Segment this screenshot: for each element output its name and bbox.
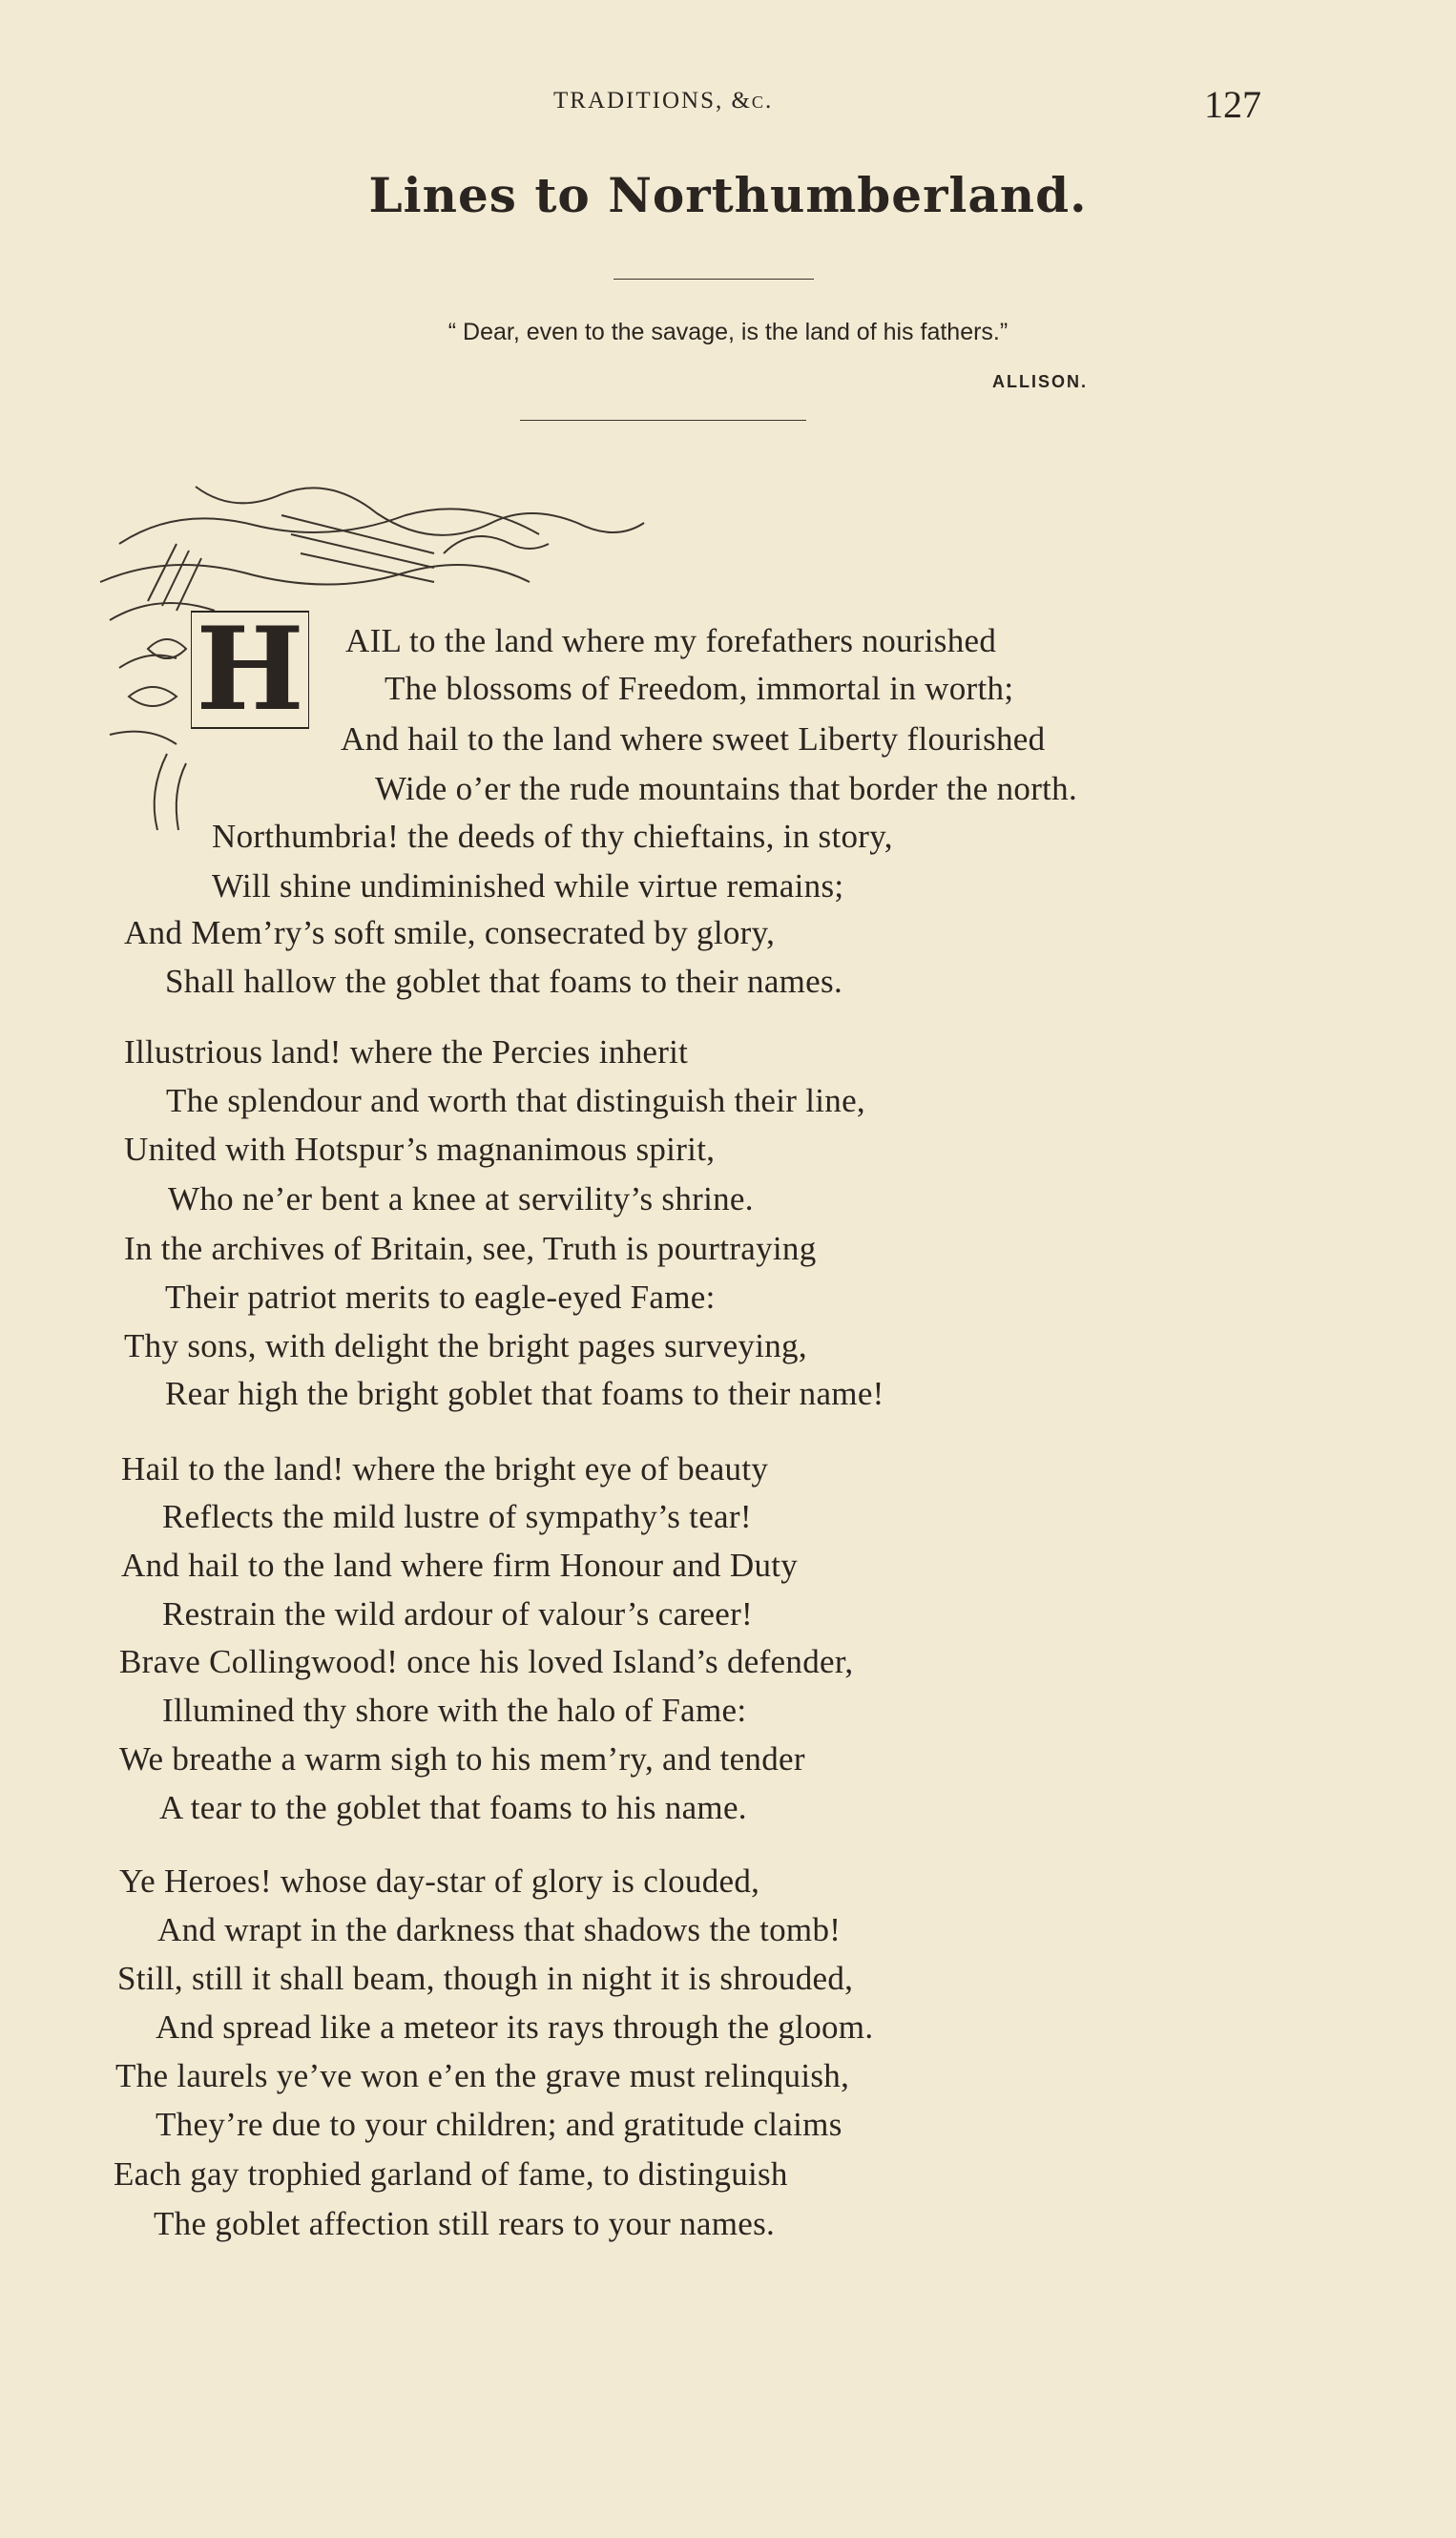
poem-line: And wrapt in the darkness that shadows the tomb! [157, 1911, 842, 1948]
running-head [0, 83, 1456, 126]
poem-line: In the archives of Britain, see, Truth is pourtraying [124, 1230, 817, 1267]
poem-line: We breathe a warm sigh to his mem’ry, and tender [119, 1740, 805, 1778]
title-rule [614, 279, 814, 280]
poem-line: A tear to the goblet that foams to his name. [159, 1789, 747, 1826]
poem-title: Lines to Northumberland. [368, 167, 1088, 223]
poem-line: The splendour and worth that distinguish their line, [166, 1082, 865, 1119]
poem-line: Will shine undiminished while virtue remains; [212, 867, 844, 905]
poem-line: AIL to the land where my forefathers nourished [345, 622, 997, 659]
poem-line: Restrain the wild ardour of valour’s career! [162, 1595, 753, 1633]
poem-line: They’re due to your children; and gratitude claims [156, 2106, 842, 2143]
epigraph: “ Dear, even to the savage, is the land of his fathers.” [447, 319, 1009, 345]
epigraph-rule [520, 420, 806, 421]
poem-line: The laurels ye’ve won e’en the grave must relinquish, [115, 2057, 850, 2094]
poem-line: The goblet affection still rears to your names. [154, 2205, 776, 2242]
poem-line: Who ne’er bent a knee at servility’s shrine. [168, 1180, 754, 1217]
epigraph-attribution: ALLISON. [992, 372, 1088, 391]
poem-line: Still, still it shall beam, though in night it is shrouded, [117, 1960, 854, 1997]
running-head-title: TRADITIONS, &c. [553, 88, 774, 114]
poem-line: Northumbria! the deeds of thy chieftains, in story, [212, 818, 893, 855]
poem-line: And hail to the land where firm Honour and Duty [121, 1547, 799, 1584]
page-number: 127 [1204, 83, 1261, 126]
poem-line: And spread like a meteor its rays through the gloom. [156, 2008, 874, 2046]
poem-line: And hail to the land where sweet Liberty flourished [341, 720, 1046, 758]
poem-line: Illustrious land! where the Percies inherit [124, 1033, 689, 1071]
poem-line: Their patriot merits to eagle-eyed Fame: [165, 1279, 716, 1316]
poem-line: Reflects the mild lustre of sympathy’s tear! [162, 1498, 752, 1535]
poem-line: And Mem’ry’s soft smile, consecrated by glory, [124, 914, 776, 951]
poem-line: United with Hotspur’s magnanimous spirit, [124, 1131, 716, 1168]
poem-line: Rear high the bright goblet that foams to their name! [165, 1375, 884, 1412]
poem-line: Hail to the land! where the bright eye of beauty [121, 1450, 769, 1487]
poem-line: Shall hallow the goblet that foams to their names. [165, 963, 842, 1000]
poem-line: Thy sons, with delight the bright pages surveying, [124, 1327, 807, 1364]
poem-line: Wide o’er the rude mountains that border the north. [375, 770, 1078, 807]
poem-line: Illumined thy shore with the halo of Fame: [162, 1692, 747, 1729]
poem-line: The blossoms of Freedom, immortal in worth; [385, 670, 1014, 707]
drop-cap: H [191, 611, 309, 729]
poem-line: Ye Heroes! whose day-star of glory is clouded, [119, 1862, 760, 1900]
poem-line: Brave Collingwood! once his loved Island’s defender, [119, 1643, 854, 1680]
poem-line: Each gay trophied garland of fame, to distinguish [114, 2155, 788, 2193]
